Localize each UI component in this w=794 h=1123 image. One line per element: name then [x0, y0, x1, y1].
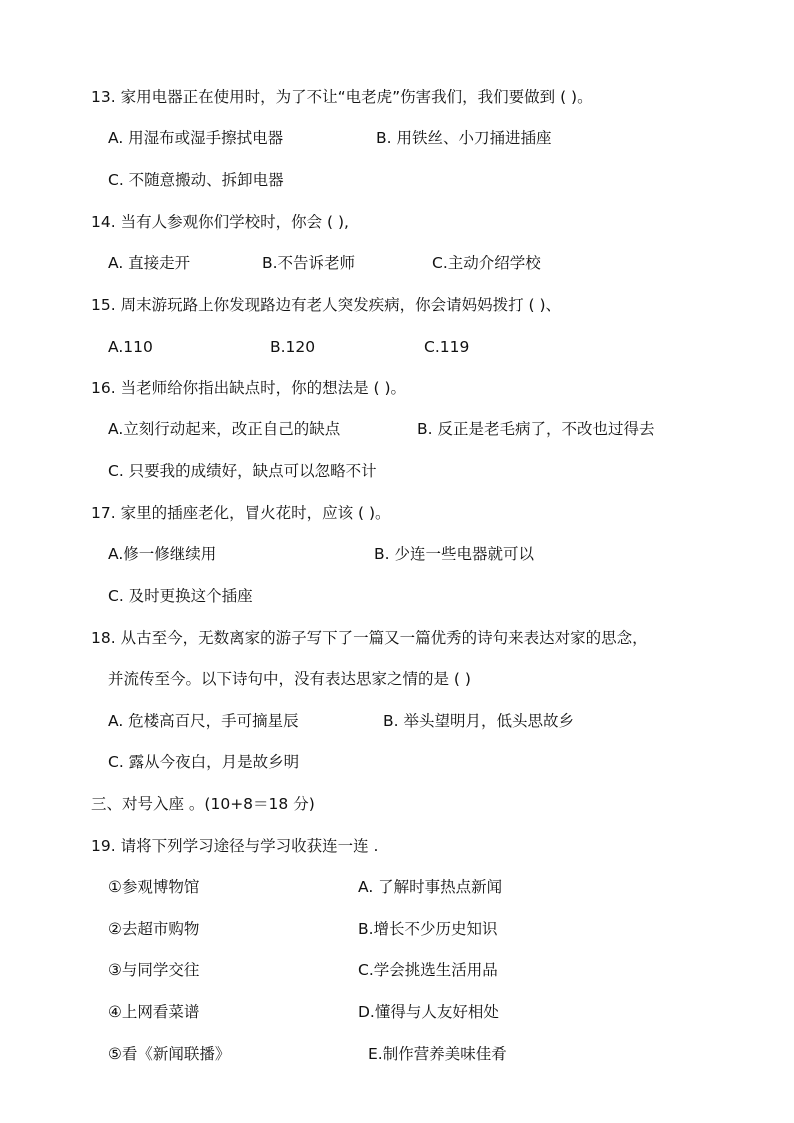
question-15-option-c: C.119 — [424, 338, 470, 356]
section-3-title: 三、对号入座 。(10+8＝18 分) — [91, 795, 315, 813]
question-18-stem: 18. 从古至今，无数离家的游子写下了一篇又一篇优秀的诗句来表达对家的思念， — [91, 629, 648, 647]
question-17-option-c: C. 及时更换这个插座 — [108, 587, 253, 605]
question-16-stem: 16. 当老师给你指出缺点时，你的想法是 ( )。 — [91, 379, 407, 397]
match-left-3: ③与同学交往 — [108, 961, 200, 979]
question-14-option-c: C.主动介绍学校 — [432, 254, 541, 272]
match-left-5: ⑤看《新闻联播》 — [108, 1045, 231, 1063]
question-17-option-a: A.修一修继续用 — [108, 545, 217, 563]
match-right-a: A. 了解时事热点新闻 — [358, 878, 503, 896]
question-17-stem: 17. 家里的插座老化，冒火花时，应该 ( )。 — [91, 504, 391, 522]
question-16-option-b: B. 反正是老毛病了，不改也过得去 — [417, 420, 655, 438]
question-18-stem-continued: 并流传至今。以下诗句中，没有表达思家之情的是 ( ) — [108, 670, 471, 688]
question-18-option-b: B. 举头望明月，低头思故乡 — [383, 712, 574, 730]
question-13-option-a: A. 用湿布或湿手擦拭电器 — [108, 129, 284, 147]
match-right-e: E.制作营养美味佳肴 — [368, 1045, 507, 1063]
question-18-option-c: C. 露从今夜白，月是故乡明 — [108, 753, 300, 771]
match-right-b: B.增长不少历史知识 — [358, 920, 498, 938]
question-14-option-b: B.不告诉老师 — [262, 254, 356, 272]
question-15-stem: 15. 周末游玩路上你发现路边有老人突发疾病，你会请妈妈拨打 ( )、 — [91, 296, 562, 314]
match-left-4: ④上网看菜谱 — [108, 1003, 200, 1021]
question-18-option-a: A. 危楼高百尺，手可摘星辰 — [108, 712, 299, 730]
question-16-option-c: C. 只要我的成绩好，缺点可以忽略不计 — [108, 462, 377, 480]
question-15-option-a: A.110 — [108, 338, 153, 356]
question-13-option-c: C. 不随意搬动、拆卸电器 — [108, 171, 284, 189]
question-17-option-b: B. 少连一些电器就可以 — [374, 545, 534, 563]
question-19-stem: 19. 请将下列学习途径与学习收获连一连 . — [91, 837, 379, 855]
question-14-option-a: A. 直接走开 — [108, 254, 191, 272]
match-left-2: ②去超市购物 — [108, 920, 200, 938]
question-13-stem: 13. 家用电器正在使用时，为了不让“电老虎”伤害我们，我们要做到 ( )。 — [91, 88, 593, 106]
question-15-option-b: B.120 — [270, 338, 316, 356]
question-13-option-b: B. 用铁丝、小刀捅进插座 — [376, 129, 552, 147]
match-right-c: C.学会挑选生活用品 — [358, 961, 498, 979]
match-right-d: D.懂得与人友好相处 — [358, 1003, 499, 1021]
question-14-stem: 14. 当有人参观你们学校时，你会 ( ), — [91, 213, 349, 231]
match-left-1: ①参观博物馆 — [108, 878, 200, 896]
question-16-option-a: A.立刻行动起来，改正自己的缺点 — [108, 420, 341, 438]
